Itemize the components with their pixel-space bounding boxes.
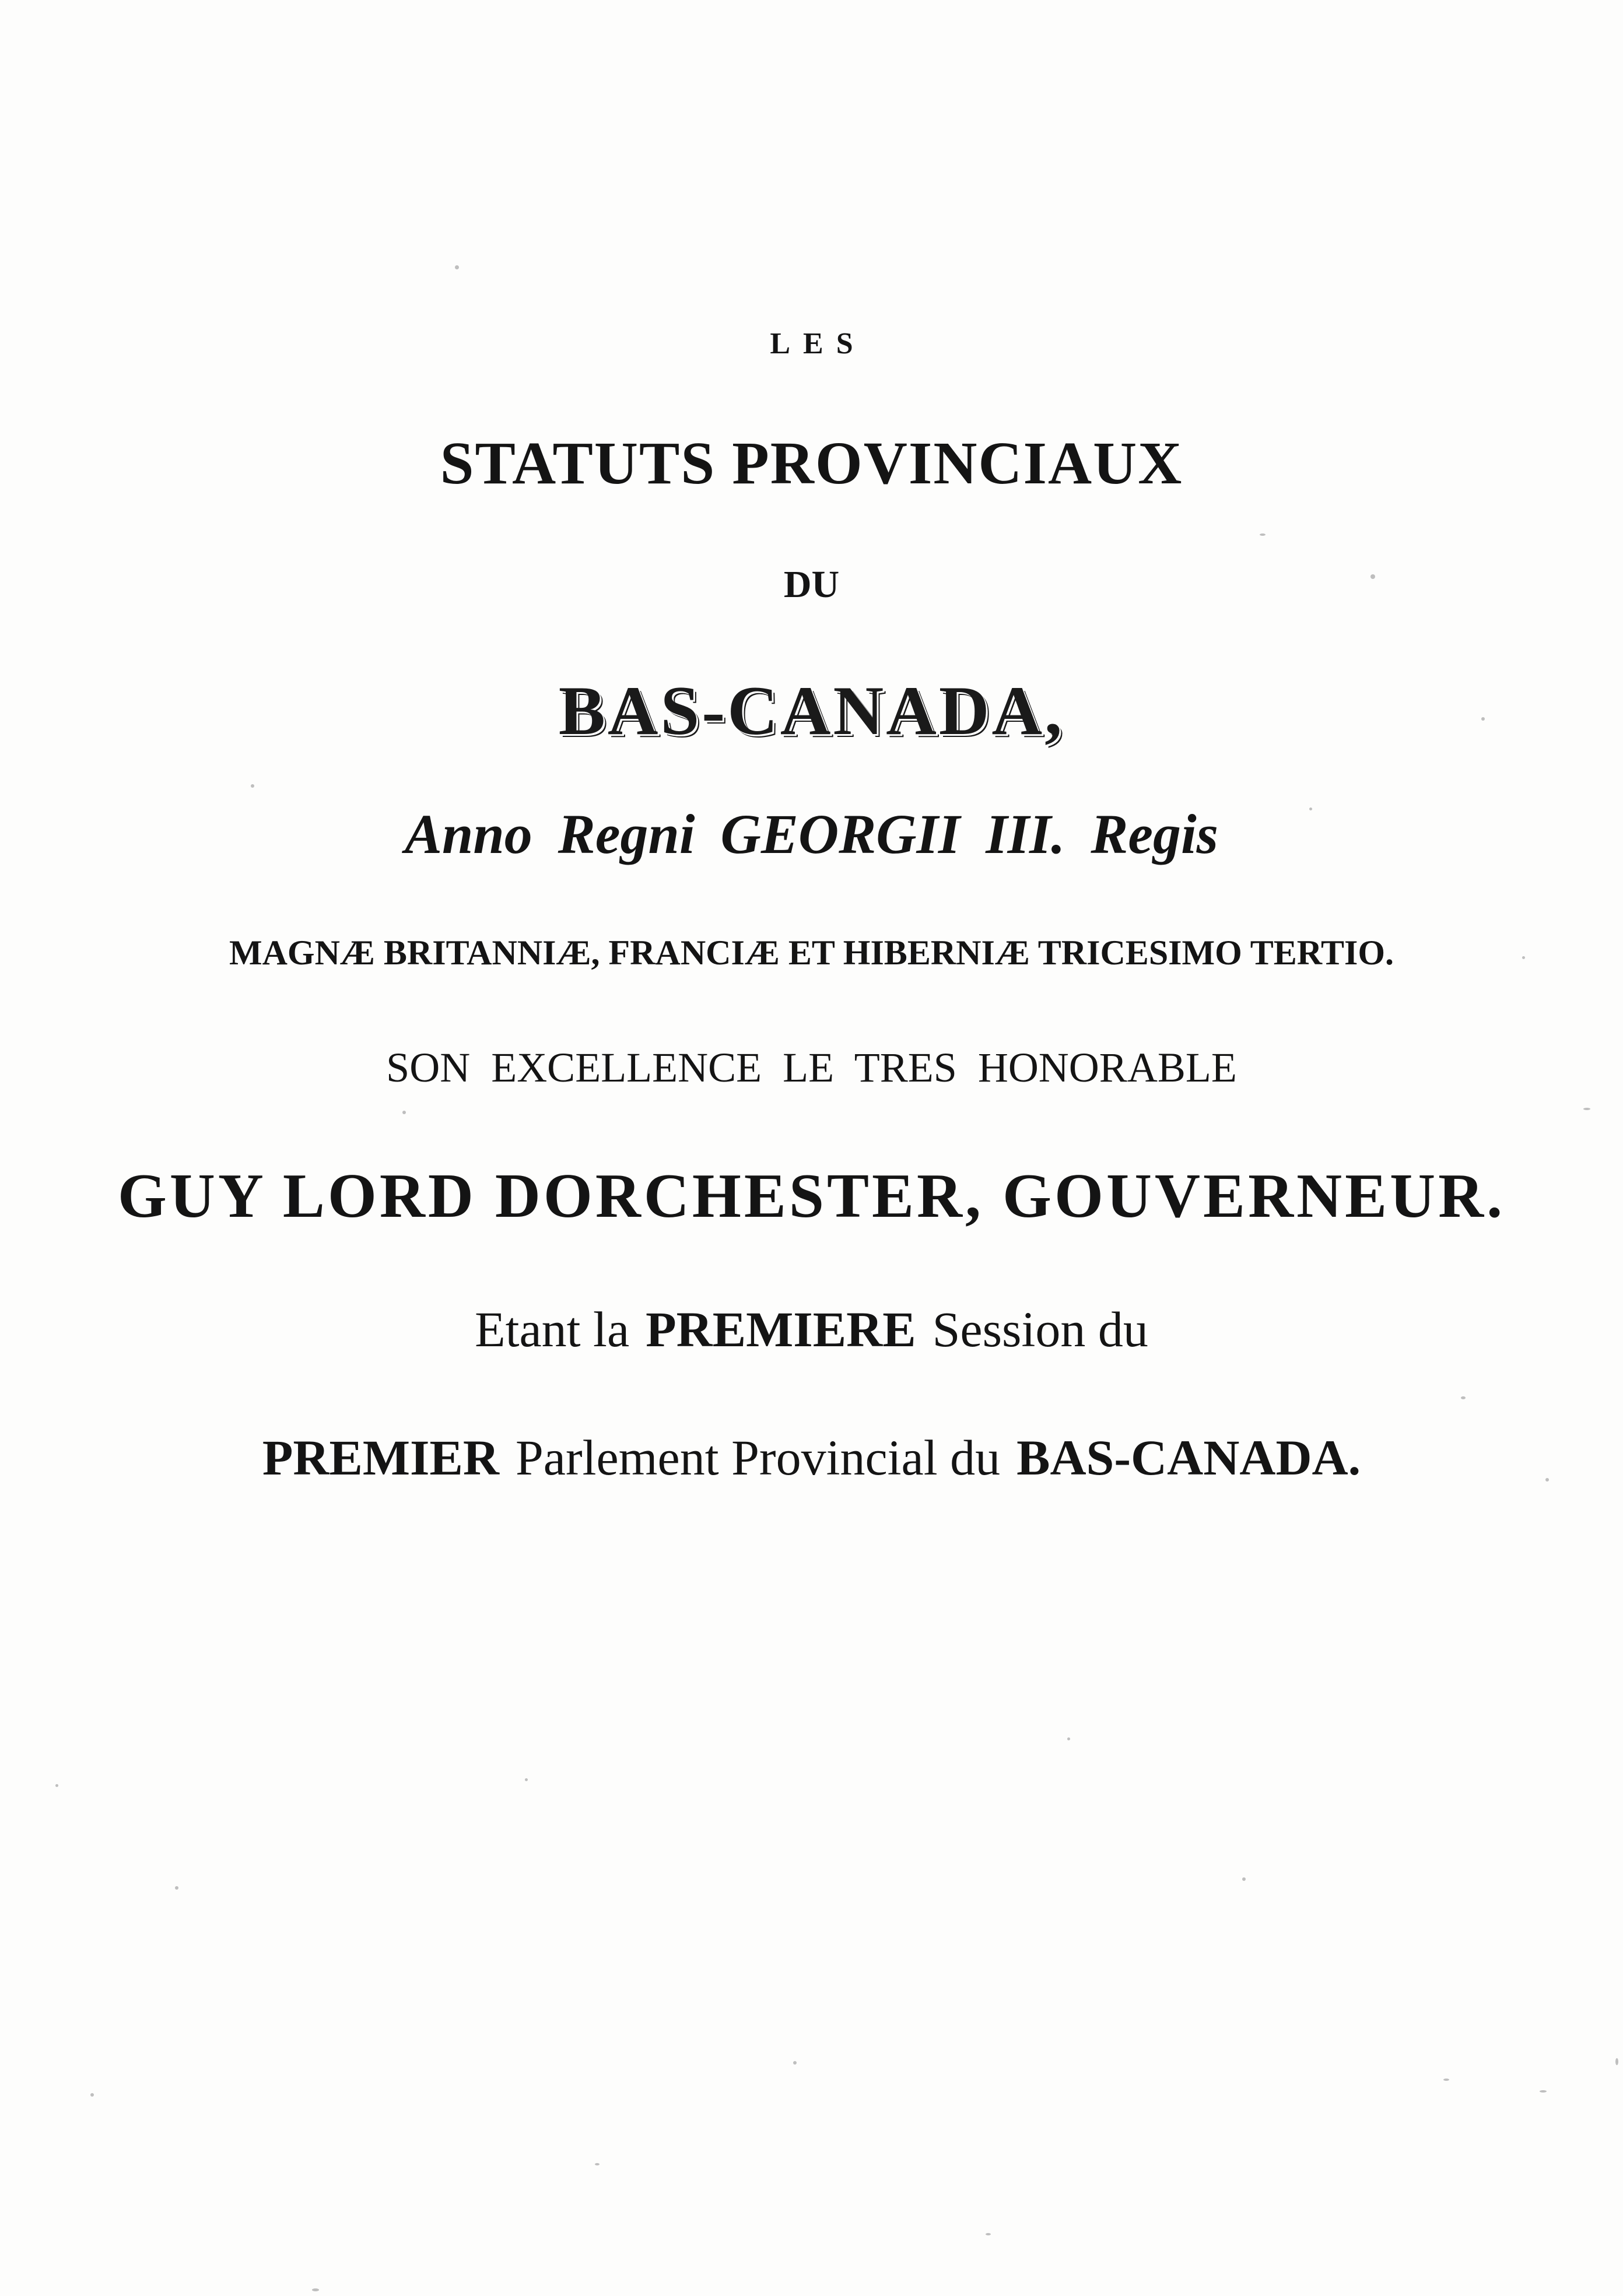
governor-name-line: GUY LORD DORCHESTER, GOUVERNEUR. <box>117 1161 1506 1231</box>
heading-du: DU <box>783 563 840 606</box>
heading-bas-canada: BAS-CANADA, <box>558 672 1065 749</box>
son-excellence-line: SON EXCELLENCE LE TRES HONORABLE <box>386 1044 1237 1091</box>
heading-les: LES <box>770 327 866 360</box>
anno-regni-line: Anno Regni GEORGII III. Regis <box>404 803 1219 865</box>
session-prefix: Etant la <box>475 1301 630 1357</box>
session-suffix: Session du <box>932 1301 1148 1357</box>
session-line <box>0 1300 1623 1358</box>
parlement-line <box>0 1428 1623 1487</box>
magnae-britanniae-line: MAGNÆ BRITANNIÆ, FRANCIÆ ET HIBERNIÆ TRICESIMO TERTIO. <box>229 933 1394 972</box>
parlement-emphasis-end: BAS-CANADA. <box>1016 1430 1361 1486</box>
heading-statuts-provinciaux: STATUTS PROVINCIAUX <box>440 430 1183 497</box>
session-emphasis: PREMIERE <box>646 1301 916 1357</box>
parlement-middle: Parlement Provincial du <box>515 1430 1001 1486</box>
parlement-emphasis-start: PREMIER <box>262 1430 499 1486</box>
